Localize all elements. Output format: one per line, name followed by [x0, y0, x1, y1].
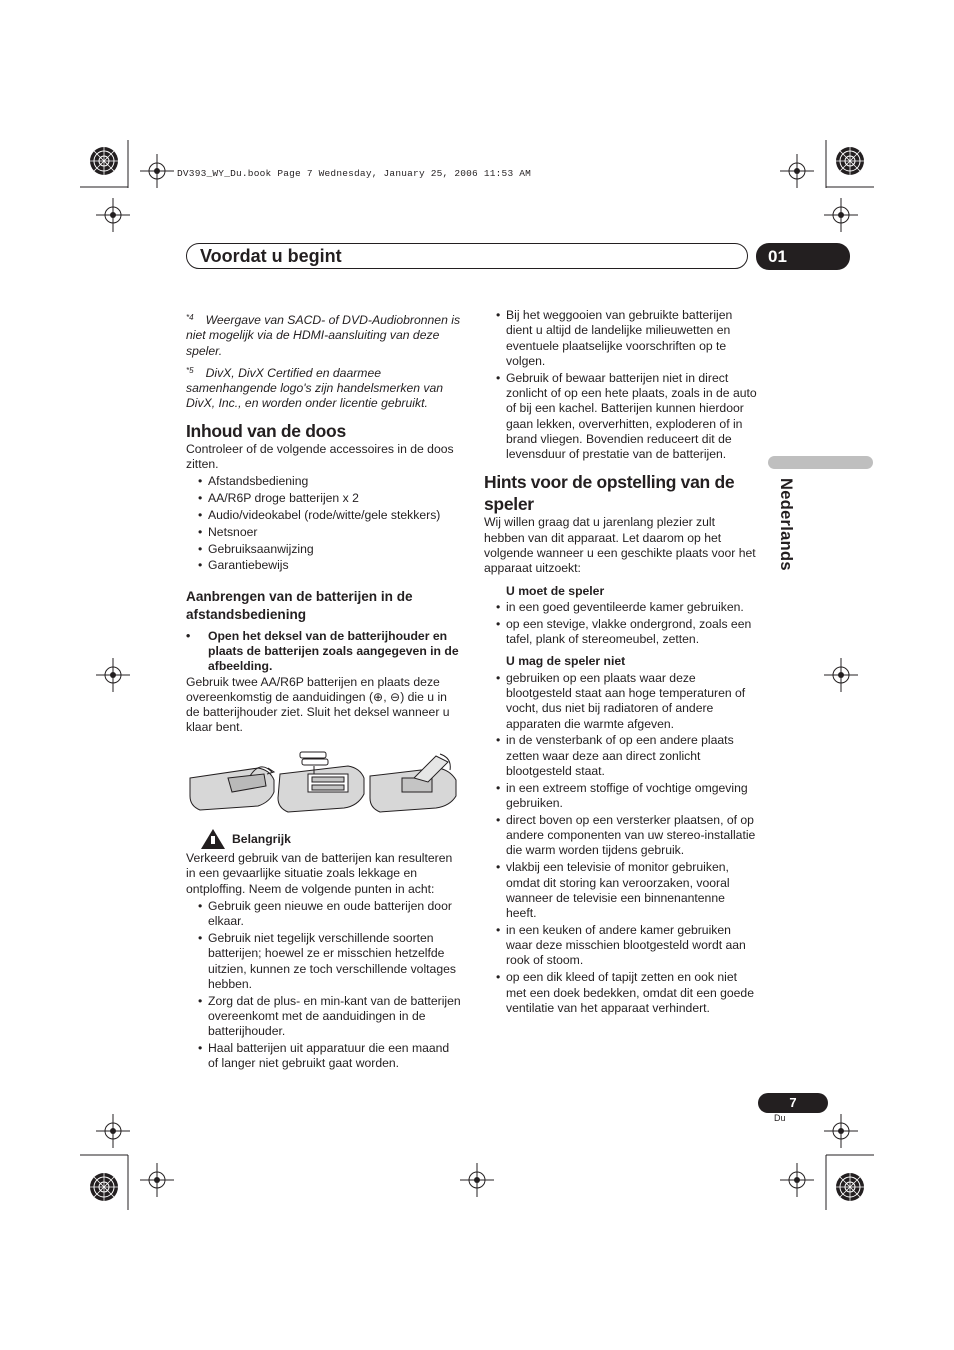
page-lang-code: Du: [774, 1113, 786, 1123]
list-item: • op een dik kleed of tapijt zetten en ook niet met een doek bedekken, omdat dit een goede ventilatie van het apparaat verhindert.: [484, 970, 758, 1016]
important-section: [186, 851, 462, 1072]
remote-lid-illustration: [370, 754, 456, 812]
footnote-4: $^{*4}$ Weergave van SACD- of DVD-Audiobronnen is niet mogelijk via de HDMI-aansluiting van deze speler.: [186, 313, 461, 358]
must-not-heading: U mag de speler niet: [506, 654, 626, 669]
list-item: • Gebruik niet tegelijk verschillende soorten batterijen; hoewel ze er misschien hetzelfde uitzien, kunnen ze toch verschillende voltages hebben.: [186, 931, 462, 992]
list-item: • in een keuken of andere kamer gebruiken waar deze misschien blootgesteld wordt aan rook of stoom.: [484, 923, 758, 969]
crosshair-mid-right: [824, 658, 858, 692]
list-item: • Audio/videokabel (rode/witte/gele stekkers): [186, 508, 462, 523]
burst-mark-top-right: [836, 147, 864, 175]
language-tab-bar: [768, 456, 873, 469]
crosshair-bottom-center: [460, 1163, 494, 1197]
burst-mark-top-left: [90, 147, 118, 175]
placement-hints-heading: Hints voor de opstelling van de speler: [484, 472, 735, 515]
language-tab-label: Nederlands: [777, 478, 795, 571]
battery-step: • Open het deksel van de batterijhouder en plaats de batterijen zoals aangegeven in de afbeelding.: [186, 629, 462, 675]
crosshair-mid-left: [96, 658, 130, 692]
hints-intro: Wij willen graag dat u jarenlang plezier zult hebben van dit apparaat. Let daarom op het volgende wanneer u een geschikte plaats voor het apparaat uitzoekt:: [484, 515, 756, 576]
list-item: • in een extreem stoffige of vochtige omgeving gebruiken.: [484, 781, 758, 812]
list-item: • Gebruik geen nieuwe en oude batterijen door elkaar.: [186, 899, 462, 930]
chapter-title: Voordat u begint: [200, 246, 342, 266]
burst-mark-bottom-left: [90, 1173, 118, 1201]
list-item: • Afstandsbediening: [186, 474, 462, 489]
list-item: • op een stevige, vlakke ondergrond, zoals een tafel, plank of stereomeubel, zetten.: [484, 617, 758, 648]
box-contents-heading: Inhoud van de doos: [186, 420, 346, 441]
crosshair-bottom-left: [96, 1114, 130, 1148]
battery-text: Gebruik twee AA/R6P batterijen en plaats deze overeenkomstig de aanduidingen (⊕, ⊖) die u in de batterijhouder ziet. Sluit het deksel wanneer u klaar bent.: [186, 674, 450, 735]
right-column: [484, 308, 758, 1016]
must-not-list: [484, 671, 758, 1017]
crosshair-top-right: [780, 154, 814, 188]
chapter-number: 01: [756, 243, 850, 270]
crosshair-top-right-2: [824, 198, 858, 232]
list-item: • in een goed geventileerde kamer gebruiken.: [484, 600, 758, 615]
remote-open-illustration: [278, 752, 364, 812]
remote-closed-illustration: [190, 767, 274, 810]
crosshair-top-left-2: [96, 198, 130, 232]
crosshair-bottom-right-2: [780, 1163, 814, 1197]
list-item: • vlakbij een televisie of monitor gebruiken, omdat dit storing kan veroorzaken, vooral wanneer de televisie een binnenantenne heeft.: [484, 860, 758, 921]
list-item: • Gebruiksaanwijzing: [186, 542, 462, 557]
must-heading: U moet de speler: [506, 583, 605, 598]
crosshair-bottom-right: [824, 1114, 858, 1148]
important-label: Belangrijk: [232, 832, 291, 846]
important-text: Verkeerd gebruik van de batterijen kan resulteren in een gevaarlijke situatie zoals lekkage en ontploffing. Neem de volgende punten in acht:: [186, 851, 453, 896]
list-item: • AA/R6P droge batterijen x 2: [186, 491, 462, 506]
list-item: • Haal batterijen uit apparatuur die een maand of langer niet gebruikt gaat worden.: [186, 1041, 462, 1072]
list-item: • direct boven op een versterker plaatsen, of op andere componenten van uw stereo-installatie die warm worden tijdens gebruik.: [484, 813, 758, 859]
list-item: • in de vensterbank of op een andere plaats zetten waar deze aan direct zonlicht blootgesteld staat.: [484, 733, 758, 779]
left-column: [186, 310, 462, 736]
page-number: 7: [758, 1093, 828, 1113]
list-item: • Netsnoer: [186, 525, 462, 540]
battery-items-list: [484, 308, 758, 462]
list-item: • Garantiebewijs: [186, 558, 462, 573]
warning-triangle-icon: [200, 828, 226, 850]
footnote-5: $^{*5}$ DivX, DivX Certified en daarmee samenhangende logo's zijn handelsmerken van DivX, Inc., en worden onder licentie gebruikt.: [186, 365, 444, 411]
important-items-list: [186, 899, 462, 1072]
print-slug: DV393_WY_Du.book Page 7 Wednesday, January 25, 2006 11:53 AM: [177, 168, 532, 179]
burst-mark-bottom-right: [836, 1173, 864, 1201]
list-item: • Gebruik of bewaar batterijen niet in direct zonlicht of op een hete plaats, zoals in de auto of bij een kachel. Batterijen kunnen hierdoor gaan lekken, oververhitten, exploderen of in brand vliegen. Bovendien reduceert dit de levensduur of prestatie van de batterijen.: [484, 371, 758, 463]
crosshair-top-left: [140, 154, 174, 188]
box-intro: Controleer of de volgende accessoires in de doos zitten.: [186, 441, 454, 472]
crosshair-bottom-left-2: [140, 1163, 174, 1197]
list-item: • Bij het weggooien van gebruikte batterijen dient u altijd de landelijke milieuwetten en eventuele plaatselijke voorschriften op te volgen.: [484, 308, 758, 369]
box-items-list: [186, 474, 462, 573]
list-item: • gebruiken op een plaats waar deze blootgesteld staat aan hoge temperaturen of vocht, dus niet bij radiatoren of andere apparaten die warmte afgeven.: [484, 671, 758, 732]
must-list: [484, 600, 758, 647]
list-item: • Zorg dat de plus- en min-kant van de batterijen overeenkomt met de aanduidingen in de batterijhouder.: [186, 994, 462, 1040]
battery-insertion-illustration: [188, 750, 460, 816]
battery-heading: Aanbrengen van de batterijen in de afstandsbediening: [186, 588, 413, 622]
